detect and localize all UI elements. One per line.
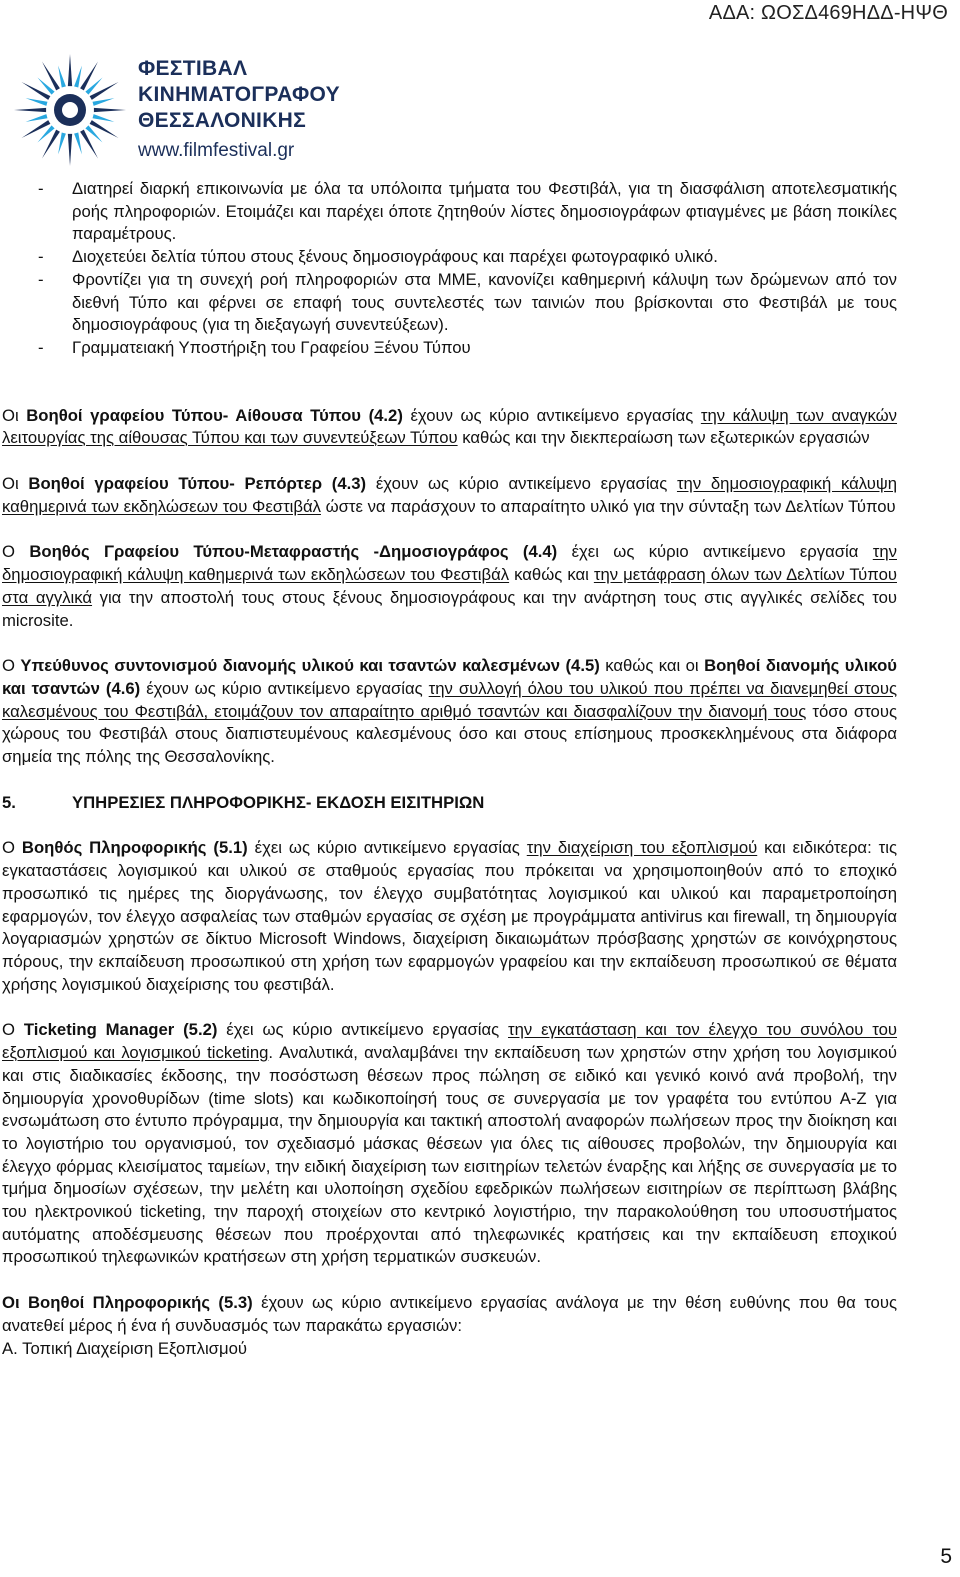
paragraph-it-assistants: Οι Βοηθοί Πληροφορικής (5.3) έχουν ως κύριο αντικείμενο εργασίας ανάλογα με την θέση ευθύνης που θα τους ανατεθεί μέρος ή ένα ή συνδυασμός των παρακάτω εργασιών: <box>2 1293 897 1335</box>
paragraph-press-room: Οι Βοηθοί γραφείου Τύπου- Αίθουσα Τύπου (4.2) έχουν ως κύριο αντικείμενο εργασίας την κάλυψη των αναγκών λειτουργίας της αίθουσας Τύπου και των συνεντεύξεων Τύπου καθώς και την διεκπεραίωση των εξωτερικών εργασιών <box>2 405 898 448</box>
paragraph-it-assistant: Ο Βοηθός Πληροφορικής (5.1) έχει ως κύριο αντικείμενο εργασίας την διαχείριση του εξοπλισμού και ειδικότερα: τις εγκαταστάσεις λογισμικού και υλικού σε σταθμούς εργασίας που πρόκειται να χρησιμοποιηθούν από το εποχικό προσωπικό τις ημέρες της διοργάνωσης, τον έλεγχο συμβατότητας λογισμικού και υλικού και παραμετροποίηση εφαρμογών, τον έλεγχο ασφαλείας των σταθμών εργασίας σε σχέση με προγράμματα antivirus και firewall, τη δημιουργία λογαριασμών χρηστών σε δίκτυο Microsoft Windows, διαχείριση δικαιωμάτων πρόσβασης χρηστών σε κοινόχρηστους πόρους, την εκπαίδευση προσωπικού στη χρήση των εφαρμογών γραφείου και την εκπαίδευση προσωπικού σε θέματα χρήσης λογισμικού διαχείρισης του φεστιβάλ. <box>2 838 897 994</box>
bullet-dash: - <box>38 247 44 267</box>
ada-code: ΑΔΑ: ΩΟΣΔ469ΗΔΔ-ΗΨΘ <box>708 2 948 24</box>
bullet-dash: - <box>38 337 44 357</box>
logo-line-1: ΦΕΣΤΙΒΑΛ <box>138 57 248 80</box>
paragraph-reporters: Οι Βοηθοί γραφείου Τύπου- Ρεπόρτερ (4.3) έχουν ως κύριο αντικείμενο εργασίας την δημοσιογραφική κάλυψη καθημερινά των εκδηλώσεων του Φεστιβάλ ώστε να παράσχουν το απαραίτητο υλικό για την σύνταξη των Δελτίων Τύπου <box>2 474 898 516</box>
section-number: 5. <box>2 792 16 812</box>
document-body <box>2 178 897 1360</box>
sunburst-logo-icon <box>10 50 130 170</box>
section-title: ΥΠΗΡΕΣΙΕΣ ΠΛΗΡΟΦΟΡΙΚΗΣ- ΕΚΔΟΣΗ ΕΙΣΙΤΗΡΙΩΝ <box>72 792 485 812</box>
duties-list <box>2 178 897 360</box>
list-item <box>2 246 897 269</box>
bullet-dash: - <box>38 269 44 289</box>
paragraph-ticketing-manager: Ο Ticketing Manager (5.2) έχει ως κύριο αντικείμενο εργασίας την εγκατάσταση και τον έλεγχο του συνόλου του εξοπλισμού και λογισμικού ticketing. Αναλυτικά, αναλαμβάνει την εκπαίδευση των χρηστών στην χρήση του λογισμικού και στις διαδικασίες έκδοσης, την ποσόστωση θέσεων προς πώληση σε ειδικό και γενικό κοινό ανά προβολή, την δημιουργία χρονοθυρίδων (time slots) και κωδικοποίησή τους σε συνεργασία με τον γραφέτα του εντύπου Α-Ζ για ενσωμάτωση στο έντυπο πρόγραμμα, την δημιουργία και τακτική αποστολή αναφορών πωλήσεων προς την διοίκηση και το λογιστήριο του οργανισμού, τον σχεδιασμό μάσκας θέσεων για όλες τις αίθουσες προβολών, την δημιουργία και έλεγχο φόρμας κλεισίματος ταμείων, την ειδική διαχείριση των εισιτηρίων τελετών έναρξης και λήξης σε συνεργασία με το τμήμα δημοσίων σχέσεων, την μελέτη και υλοποίηση σχεδίου εφεδρικών πωλήσεων εισιτηρίων σε περίπτωση βλάβης του ηλεκτρονικού ticketing, την παροχή στοιχείων στο κεντρικό λογιστήριο, την παρακολούθηση του υποσυστήματος αυτόματης αποδέσμευσης θέσεων που προέρχονται από τηλεφωνικές κρατήσεις και την εκπαίδευση εποχικού προσωπικού τηλεφωνικών κρατήσεων στη χρήση τερματικών συσκευών. <box>2 1020 898 1267</box>
list-item <box>2 269 897 337</box>
list-item <box>2 178 897 246</box>
section-heading <box>2 792 897 815</box>
logo-line-2: ΚΙΝΗΜΑΤΟΓΡΑΦΟΥ <box>138 83 340 106</box>
paragraph-distribution: Ο Υπεύθυνος συντονισμού διανομής υλικού και τσαντών καλεσμένων (4.5) καθώς και οι Βοηθοί διανομής υλικού και τσαντών (4.6) έχουν ως κύριο αντικείμενο εργασίας την συλλογή όλου του υλικού που πρέπει να διανεμηθεί στους καλεσμένους του Φεστιβάλ, ετοιμάζουν τον απαραίτητο αριθμό τσαντών και διασφαλίζουν την διανομή τους τόσο στους χώρους του Φεστιβάλ στους διαπιστευμένους καλεσμένους όσο και στους επίσημους προσκεκλημένους στα διάφορα σημεία της πόλης της Θεσσαλονίκης. <box>2 656 898 767</box>
list-item-text: Γραμματειακή Υποστήριξη του Γραφείου Ξένου Τύπου <box>72 337 471 357</box>
list-item-text: Φροντίζει για τη συνεχή ροή πληροφοριών στα ΜΜΕ, κανονίζει καθημερινή κάλυψη των δρώμενων από τον διεθνή Τύπο και φέρνει σε επαφή τους συντελεστές των ταινιών που βρίσκονται στο Φεστιβάλ με τους δημοσιογράφους (για τη διεξαγωγή συνεντεύξεων). <box>72 269 897 335</box>
logo-line-3: ΘΕΣΣΑΛΟΝΙΚΗΣ <box>138 109 307 132</box>
festival-logo <box>10 50 370 170</box>
paragraph-local-equipment: Α. Τοπική Διαχείριση Εξοπλισμού <box>2 1338 247 1358</box>
page-number: 5 <box>940 1545 952 1568</box>
list-item-text: Διοχετεύει δελτία τύπου στους ξένους δημοσιογράφους και παρέχει φωτογραφικό υλικό. <box>72 247 718 267</box>
list-item <box>2 337 897 360</box>
logo-website: www.filmfestival.gr <box>138 140 295 161</box>
bullet-dash: - <box>38 179 44 198</box>
paragraph-translator: Ο Βοηθός Γραφείου Τύπου-Μεταφραστής -Δημοσιογράφος (4.4) έχει ως κύριο αντικείμενο εργασία την δημοσιογραφική κάλυψη καθημερινά των εκδηλώσεων του Φεστιβάλ καθώς και την μετάφραση όλων των Δελτίων Τύπου στα αγγλικά για την αποστολή τους στους ξένους δημοσιογράφους και την ανάρτηση τους στις αγγλικές σελίδες του microsite. <box>2 542 897 630</box>
list-item-text: Διατηρεί διαρκή επικοινωνία με όλα τα υπόλοιπα τμήματα του Φεστιβάλ, για τη διασφάλιση αποτελεσματικής ροής πληροφοριών. Ετοιμάζει και παρέχει όποτε ζητηθούν λίστες δημοσιογράφων φτιαγμένες με βάση ποικίλες παραμέτρους. <box>72 179 897 244</box>
